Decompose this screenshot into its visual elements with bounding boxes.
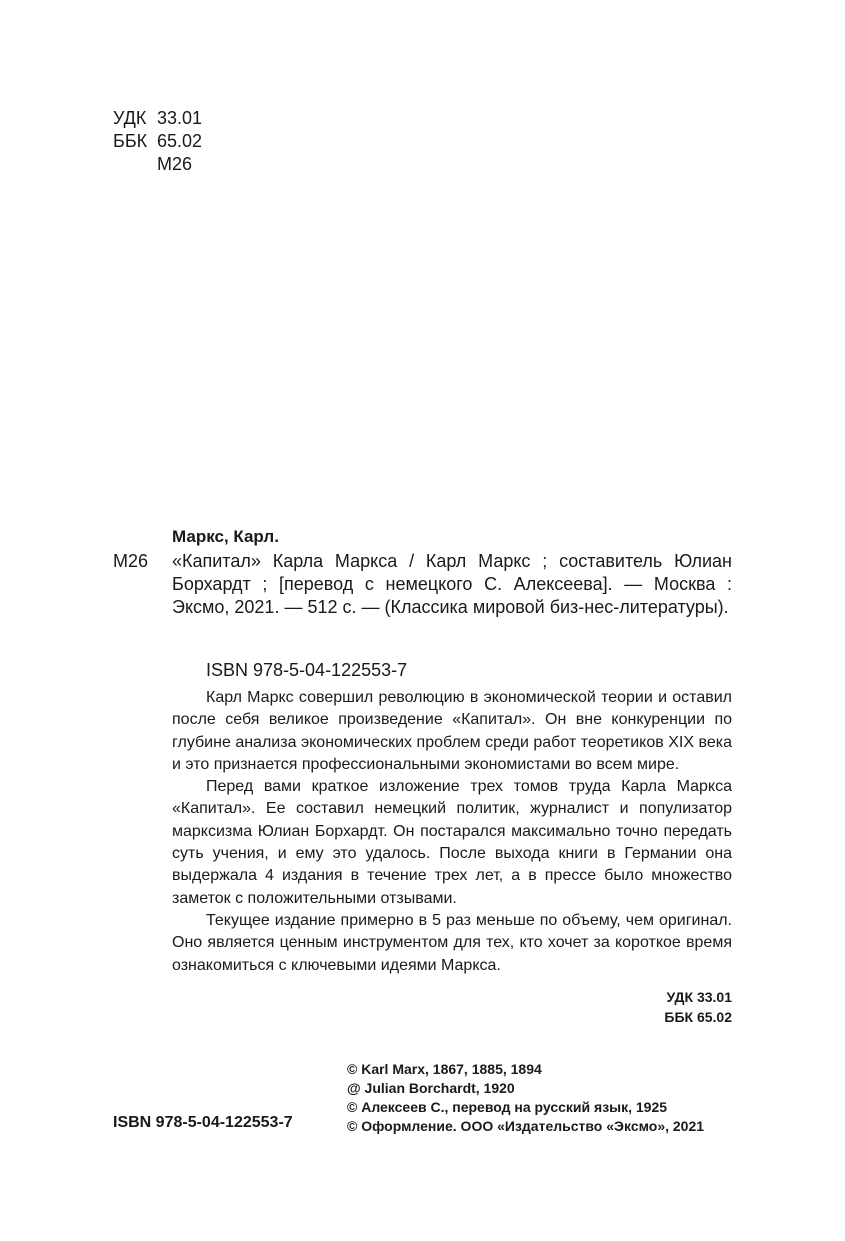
isbn-bottom: ISBN 978-5-04-122553-7 <box>113 1114 293 1131</box>
record-isbn: ISBN 978-5-04-122553-7 <box>206 660 408 680</box>
bibliographic-description: «Капитал» Карла Маркса / Карл Маркс ; составитель Юлиан Борхардт ; [перевод с немецкого С. Алексеева]. — Москва : Эксмо, 2021. — 512 с. — (Классика мировой биз-нес-литературы). <box>172 551 732 617</box>
bbk-top <box>113 130 202 153</box>
udk-value: 33.01 <box>157 108 203 128</box>
annotation-paragraph: Перед вами краткое изложение трех томов труда Карла Маркса «Капитал». Ее составил немецкий политик, журналист и популизатор марксизма Юлиан Борхардт. Он постарался максимально точно передать суть учения, и ему это удалось. После выхода книги в Германии она выдержала 4 издания в течение трех лет, а в прессе было множество заметок с положительными отзывами. <box>172 778 732 907</box>
copyright-line: @ Julian Borchardt, 1920 <box>347 1080 515 1096</box>
copyright-line: © Алексеев С., перевод на русский язык, 1925 <box>347 1099 668 1115</box>
udk-top <box>113 107 202 130</box>
annotation-paragraph: Текущее издание примерно в 5 раз меньше по объему, чем оригинал. Оно является ценным инструментом для тех, кто хочет за короткое время ознакомиться с ключевыми идеями Маркса. <box>172 911 732 974</box>
copyright-line: © Karl Marx, 1867, 1885, 1894 <box>347 1061 542 1077</box>
author-code-top: М26 <box>157 154 193 174</box>
bbk-label: ББК <box>113 131 148 151</box>
bbk-bottom: ББК 65.02 <box>664 1009 732 1025</box>
author-code-left: М26 <box>113 551 149 571</box>
bbk-value: 65.02 <box>157 131 203 151</box>
annotation <box>172 687 732 977</box>
udk-bottom: УДК 33.01 <box>666 989 732 1005</box>
udk-label: УДК <box>113 108 147 128</box>
annotation-paragraph: Карл Маркс совершил революцию в экономической теории и оставил после себя великое произведение «Капитал». Он вне конкуренции по глубине анализа экономических проблем среди работ теоретиков XIX века и это признается профессиональными экономистами во всем мире. <box>172 689 732 773</box>
author-heading: Маркс, Карл. <box>172 527 279 546</box>
copyright-block <box>347 1060 737 1136</box>
classification-bottom <box>560 987 732 1027</box>
copyright-line: © Оформление. ООО «Издательство «Эксмо», 2021 <box>347 1118 705 1134</box>
